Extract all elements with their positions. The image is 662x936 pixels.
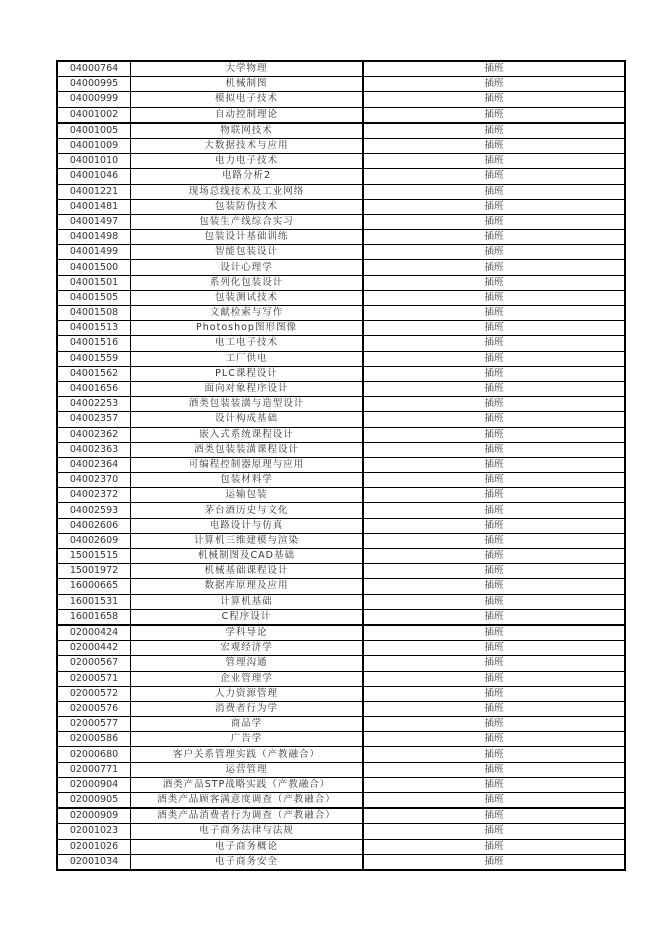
course-name-cell: 商品学 — [131, 717, 364, 732]
course-code-cell: 02000442 — [57, 641, 131, 656]
table-row — [57, 245, 625, 260]
course-name-cell: 学科导论 — [131, 625, 364, 641]
course-name-cell: 电路分析2 — [131, 169, 364, 184]
table-row — [57, 397, 625, 412]
course-code-cell: 04001501 — [57, 275, 131, 290]
course-name-cell: 工厂供电 — [131, 351, 364, 366]
course-name-cell: 消费者行为学 — [131, 701, 364, 716]
enrollment-type-cell: 插班 — [363, 107, 625, 123]
course-code-cell: 16001658 — [57, 609, 131, 625]
enrollment-type-cell: 插班 — [363, 732, 625, 747]
table-row — [57, 777, 625, 792]
enrollment-type-cell: 插班 — [363, 808, 625, 824]
enrollment-type-cell: 插班 — [363, 518, 625, 533]
course-name-cell: 模拟电子技术 — [131, 92, 364, 107]
course-code-cell: 04001005 — [57, 123, 131, 139]
table-row — [57, 656, 625, 671]
enrollment-type-cell: 插班 — [363, 686, 625, 701]
course-name-cell: 大数据技术与应用 — [131, 138, 364, 153]
enrollment-type-cell: 插班 — [363, 61, 625, 77]
course-name-cell: 大学物理 — [131, 61, 364, 77]
table-row — [57, 503, 625, 518]
course-name-cell: 电子商务安全 — [131, 854, 364, 870]
course-name-cell: 可编程控制器原理与应用 — [131, 457, 364, 472]
course-name-cell: 包装设计基础训练 — [131, 230, 364, 245]
course-code-cell: 04001221 — [57, 184, 131, 199]
course-code-cell: 15001972 — [57, 564, 131, 579]
course-name-cell: 面向对象程序设计 — [131, 381, 364, 396]
course-code-cell: 04001497 — [57, 214, 131, 229]
course-code-cell: 02000680 — [57, 747, 131, 762]
course-code-cell: 02000576 — [57, 701, 131, 716]
enrollment-type-cell: 插班 — [363, 92, 625, 107]
table-row — [57, 366, 625, 381]
table-row — [57, 747, 625, 762]
course-code-cell: 04000999 — [57, 92, 131, 107]
course-name-cell: 包装测试技术 — [131, 290, 364, 305]
table-row — [57, 732, 625, 747]
table-row — [57, 260, 625, 275]
enrollment-type-cell: 插班 — [363, 260, 625, 275]
table-row — [57, 533, 625, 548]
enrollment-type-cell: 插班 — [363, 473, 625, 488]
table-row — [57, 671, 625, 686]
course-code-cell: 02001034 — [57, 854, 131, 870]
course-code-cell: 04000995 — [57, 77, 131, 92]
table-row — [57, 457, 625, 472]
table-row — [57, 214, 625, 229]
course-name-cell: 广告学 — [131, 732, 364, 747]
course-code-cell: 04001505 — [57, 290, 131, 305]
course-code-cell: 02001026 — [57, 839, 131, 854]
course-code-cell: 04002593 — [57, 503, 131, 518]
course-name-cell: 自动控制理论 — [131, 107, 364, 123]
course-name-cell: 电路设计与仿真 — [131, 518, 364, 533]
course-code-cell: 04001656 — [57, 381, 131, 396]
course-code-cell: 04002372 — [57, 488, 131, 503]
course-code-cell: 02000586 — [57, 732, 131, 747]
enrollment-type-cell: 插班 — [363, 351, 625, 366]
course-code-cell: 04001562 — [57, 366, 131, 381]
course-code-cell: 04001046 — [57, 169, 131, 184]
enrollment-type-cell: 插班 — [363, 839, 625, 854]
table-row — [57, 275, 625, 290]
course-name-cell: 人力资源管理 — [131, 686, 364, 701]
enrollment-type-cell: 插班 — [363, 154, 625, 169]
course-name-cell: 电工电子技术 — [131, 336, 364, 351]
enrollment-type-cell: 插班 — [363, 671, 625, 686]
course-name-cell: 机械基础课程设计 — [131, 564, 364, 579]
course-name-cell: 运输包装 — [131, 488, 364, 503]
table-row — [57, 123, 625, 139]
table-row — [57, 808, 625, 824]
enrollment-type-cell: 插班 — [363, 824, 625, 839]
enrollment-type-cell: 插班 — [363, 625, 625, 641]
table-row — [57, 138, 625, 153]
course-name-cell: 宏观经济学 — [131, 641, 364, 656]
table-row — [57, 473, 625, 488]
table-row — [57, 564, 625, 579]
course-code-cell: 04002609 — [57, 533, 131, 548]
table-row — [57, 351, 625, 366]
enrollment-type-cell: 插班 — [363, 381, 625, 396]
enrollment-type-cell: 插班 — [363, 762, 625, 777]
enrollment-type-cell: 插班 — [363, 442, 625, 457]
enrollment-type-cell: 插班 — [363, 336, 625, 351]
course-code-cell: 04002357 — [57, 412, 131, 427]
enrollment-type-cell: 插班 — [363, 366, 625, 381]
course-name-cell: 电力电子技术 — [131, 154, 364, 169]
enrollment-type-cell: 插班 — [363, 793, 625, 809]
table-row — [57, 594, 625, 609]
course-name-cell: 数据库原理及应用 — [131, 579, 364, 594]
course-code-cell: 04001009 — [57, 138, 131, 153]
enrollment-type-cell: 插班 — [363, 656, 625, 671]
course-code-cell: 02000571 — [57, 671, 131, 686]
course-name-cell: 机械制图及CAD基础 — [131, 549, 364, 564]
enrollment-type-cell: 插班 — [363, 854, 625, 870]
course-name-cell: C程序设计 — [131, 609, 364, 625]
table-row — [57, 762, 625, 777]
course-name-cell: 设计构成基础 — [131, 412, 364, 427]
table-row — [57, 701, 625, 716]
enrollment-type-cell: 插班 — [363, 609, 625, 625]
course-code-cell: 02001023 — [57, 824, 131, 839]
course-name-cell: 酒类包装装潢课程设计 — [131, 442, 364, 457]
course-name-cell: 电子商务法律与法规 — [131, 824, 364, 839]
course-name-cell: 企业管理学 — [131, 671, 364, 686]
enrollment-type-cell: 插班 — [363, 503, 625, 518]
table-row — [57, 854, 625, 870]
enrollment-type-cell: 插班 — [363, 641, 625, 656]
enrollment-type-cell: 插班 — [363, 564, 625, 579]
course-name-cell: 包装材料学 — [131, 473, 364, 488]
enrollment-type-cell: 插班 — [363, 533, 625, 548]
enrollment-type-cell: 插班 — [363, 717, 625, 732]
course-name-cell: 计算机三维建模与渲染 — [131, 533, 364, 548]
enrollment-type-cell: 插班 — [363, 245, 625, 260]
course-name-cell: 茅台酒历史与文化 — [131, 503, 364, 518]
table-row — [57, 686, 625, 701]
course-code-cell: 02000577 — [57, 717, 131, 732]
enrollment-type-cell: 插班 — [363, 747, 625, 762]
table-row — [57, 641, 625, 656]
course-code-cell: 04002253 — [57, 397, 131, 412]
table-row — [57, 184, 625, 199]
course-name-cell: 计算机基础 — [131, 594, 364, 609]
enrollment-type-cell: 插班 — [363, 579, 625, 594]
course-name-cell: PLC课程设计 — [131, 366, 364, 381]
course-code-cell: 04001481 — [57, 199, 131, 214]
table-row — [57, 442, 625, 457]
course-code-cell: 02000572 — [57, 686, 131, 701]
course-name-cell: Photoshop图形图像 — [131, 321, 364, 336]
enrollment-type-cell: 插班 — [363, 777, 625, 792]
table-row — [57, 61, 625, 77]
enrollment-type-cell: 插班 — [363, 123, 625, 139]
enrollment-type-cell: 插班 — [363, 412, 625, 427]
table-row — [57, 412, 625, 427]
table-row — [57, 230, 625, 245]
course-code-cell: 04001500 — [57, 260, 131, 275]
table-row — [57, 717, 625, 732]
table-row — [57, 427, 625, 442]
table-row — [57, 336, 625, 351]
course-name-cell: 包装防伪技术 — [131, 199, 364, 214]
course-name-cell: 酒类包装装潢与造型设计 — [131, 397, 364, 412]
course-name-cell: 文献检索与写作 — [131, 306, 364, 321]
table-row — [57, 839, 625, 854]
course-code-cell: 04002362 — [57, 427, 131, 442]
enrollment-type-cell: 插班 — [363, 184, 625, 199]
course-name-cell: 智能包装设计 — [131, 245, 364, 260]
course-table — [56, 60, 626, 871]
enrollment-type-cell: 插班 — [363, 457, 625, 472]
course-name-cell: 机械制图 — [131, 77, 364, 92]
enrollment-type-cell: 插班 — [363, 290, 625, 305]
enrollment-type-cell: 插班 — [363, 488, 625, 503]
course-name-cell: 包装生产线综合实习 — [131, 214, 364, 229]
enrollment-type-cell: 插班 — [363, 230, 625, 245]
course-name-cell: 物联网技术 — [131, 123, 364, 139]
course-name-cell: 客户关系管理实践（产教融合） — [131, 747, 364, 762]
course-code-cell: 04002370 — [57, 473, 131, 488]
course-name-cell: 系列化包装设计 — [131, 275, 364, 290]
enrollment-type-cell: 插班 — [363, 306, 625, 321]
table-row — [57, 824, 625, 839]
course-code-cell: 02000904 — [57, 777, 131, 792]
course-code-cell: 04002606 — [57, 518, 131, 533]
enrollment-type-cell: 插班 — [363, 549, 625, 564]
course-name-cell: 酒类产品STP战略实践（产教融合） — [131, 777, 364, 792]
table-row — [57, 169, 625, 184]
enrollment-type-cell: 插班 — [363, 77, 625, 92]
course-code-cell: 02000771 — [57, 762, 131, 777]
table-row — [57, 625, 625, 641]
course-name-cell: 设计心理学 — [131, 260, 364, 275]
course-code-cell: 04001010 — [57, 154, 131, 169]
course-name-cell: 管理沟通 — [131, 656, 364, 671]
enrollment-type-cell: 插班 — [363, 701, 625, 716]
enrollment-type-cell: 插班 — [363, 594, 625, 609]
table-row — [57, 793, 625, 809]
enrollment-type-cell: 插班 — [363, 138, 625, 153]
table-row — [57, 306, 625, 321]
enrollment-type-cell: 插班 — [363, 397, 625, 412]
table-row — [57, 321, 625, 336]
table-row — [57, 92, 625, 107]
course-name-cell: 运营管理 — [131, 762, 364, 777]
course-code-cell: 04001002 — [57, 107, 131, 123]
course-code-cell: 04001513 — [57, 321, 131, 336]
enrollment-type-cell: 插班 — [363, 427, 625, 442]
course-code-cell: 04001516 — [57, 336, 131, 351]
course-code-cell: 04000764 — [57, 61, 131, 77]
enrollment-type-cell: 插班 — [363, 169, 625, 184]
table-row — [57, 77, 625, 92]
table-row — [57, 518, 625, 533]
course-code-cell: 02000905 — [57, 793, 131, 809]
course-code-cell: 02000424 — [57, 625, 131, 641]
course-code-cell: 16000665 — [57, 579, 131, 594]
course-code-cell: 15001515 — [57, 549, 131, 564]
table-row — [57, 107, 625, 123]
table-row — [57, 381, 625, 396]
course-code-cell: 02000909 — [57, 808, 131, 824]
course-name-cell: 嵌入式系统课程设计 — [131, 427, 364, 442]
course-name-cell: 现场总线技术及工业网络 — [131, 184, 364, 199]
table-row — [57, 579, 625, 594]
course-name-cell: 酒类产品顾客满意度调查（产教融合） — [131, 793, 364, 809]
table-row — [57, 488, 625, 503]
course-code-cell: 04002364 — [57, 457, 131, 472]
enrollment-type-cell: 插班 — [363, 199, 625, 214]
course-code-cell: 04001499 — [57, 245, 131, 260]
enrollment-type-cell: 插班 — [363, 275, 625, 290]
course-name-cell: 酒类产品消费者行为调查（产教融合） — [131, 808, 364, 824]
course-name-cell: 电子商务概论 — [131, 839, 364, 854]
course-code-cell: 04001498 — [57, 230, 131, 245]
table-row — [57, 154, 625, 169]
course-code-cell: 16001531 — [57, 594, 131, 609]
course-code-cell: 04002363 — [57, 442, 131, 457]
course-code-cell: 04001508 — [57, 306, 131, 321]
enrollment-type-cell: 插班 — [363, 321, 625, 336]
table-row — [57, 290, 625, 305]
table-row — [57, 549, 625, 564]
course-code-cell: 02000567 — [57, 656, 131, 671]
table-row — [57, 609, 625, 625]
course-code-cell: 04001559 — [57, 351, 131, 366]
enrollment-type-cell: 插班 — [363, 214, 625, 229]
table-row — [57, 199, 625, 214]
